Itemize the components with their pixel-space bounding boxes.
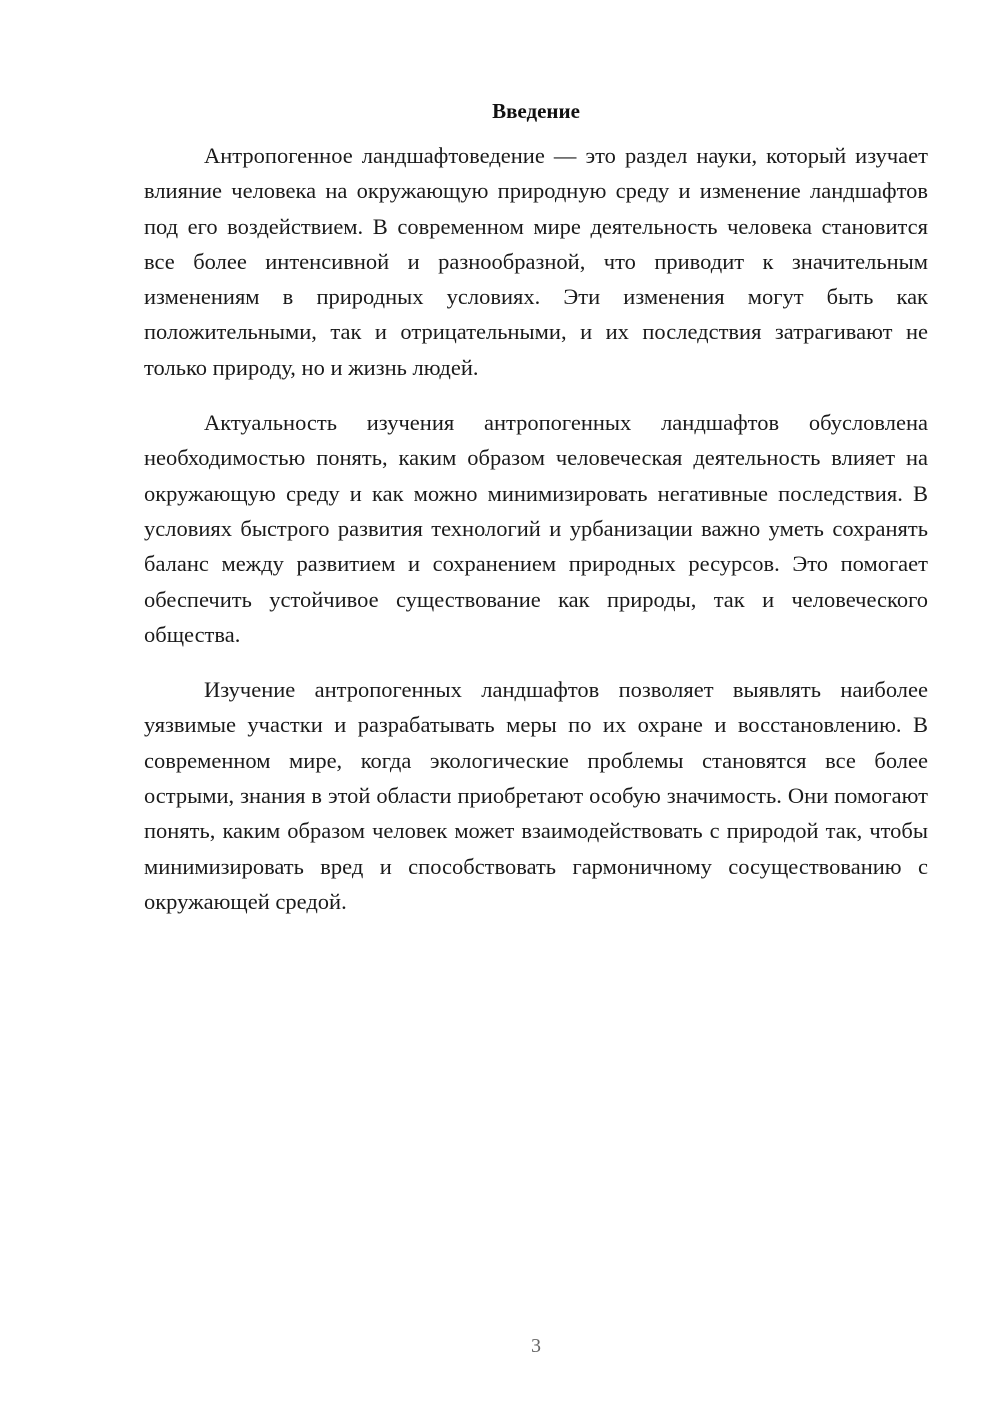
paragraph-3: Изучение антропогенных ландшафтов позволяет выявлять наиболее уязвимые участки и разрабатывать меры по их охране и восстановлению. В современном мире, когда экологические проблемы становятся все более острыми, знания в этой области приобретают особую значимость. Они помогают понять, каким образом человек может взаимодействовать с природой так, чтобы минимизировать вред и способствовать гармоничному сосуществованию с окружающей средой. <box>144 677 928 914</box>
page-content <box>144 96 928 939</box>
page-number: 3 <box>531 1335 541 1357</box>
section-heading: Введение <box>492 99 580 123</box>
paragraph-1: Антропогенное ландшафтоведение — это раздел науки, который изучает влияние человека на окружающую природную среду и изменение ландшафтов под его воздействием. В современном мире деятельность человека становится все более интенсивной и разнообразной, что приводит к значительным изменениям в природных условиях. Эти изменения могут быть как положительными, так и отрицательными, и их последствия затрагивают не только природу, но и жизнь людей. <box>144 143 928 380</box>
paragraph-2: Актуальность изучения антропогенных ландшафтов обусловлена необходимостью понять, каким образом человеческая деятельность влияет на окружающую среду и как можно минимизировать негативные последствия. В условиях быстрого развития технологий и урбанизации важно уметь сохранять баланс между развитием и сохранением природных ресурсов. Это помогает обеспечить устойчивое существование как природы, так и человеческого общества. <box>144 410 928 647</box>
